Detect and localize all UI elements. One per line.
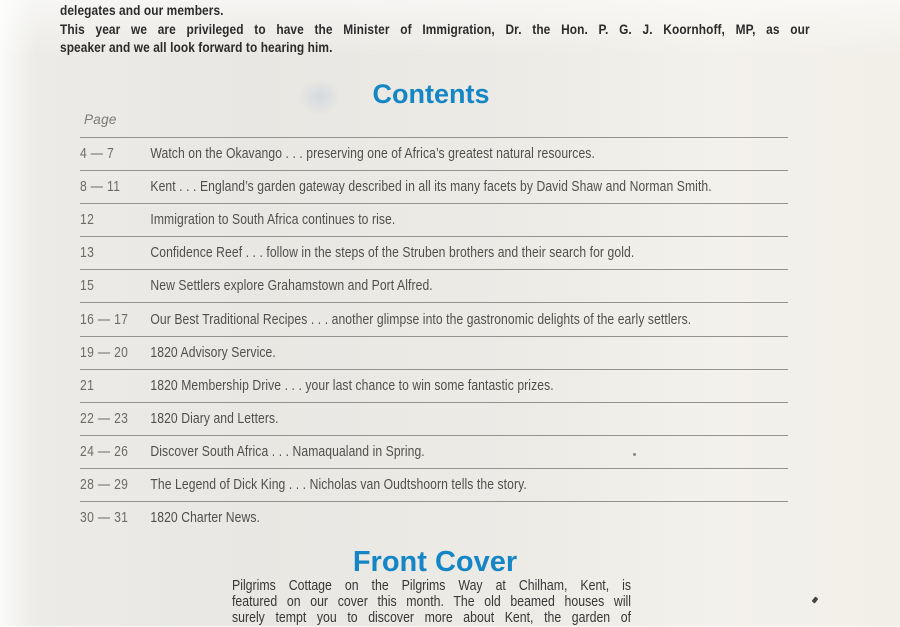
toc-entry-title: 1820 Membership Drive . . . your last chance to win some fantastic prizes. bbox=[150, 377, 554, 394]
toc-page-numbers: 4 — 7 bbox=[80, 146, 115, 163]
toc-entry-title: 1820 Diary and Letters. bbox=[150, 410, 279, 427]
intro-line: This year we are privileged to have the Minister of Immigration, Dr. the Hon. P. G. J. Koornhoff, MP, as our bbox=[60, 20, 810, 37]
toc-entry-title: Discover South Africa . . . Namaqualand in Spring. bbox=[150, 443, 425, 460]
toc-entry-title: Our Best Traditional Recipes . . . another glimpse into the gastronomic delights of the early settlers. bbox=[150, 311, 692, 328]
toc-row bbox=[80, 369, 788, 402]
intro-line: delegates and our members. bbox=[60, 2, 224, 18]
ink-speck bbox=[633, 453, 636, 456]
toc-page-numbers: 19 — 20 bbox=[80, 344, 129, 361]
front-cover-heading: Front Cover bbox=[352, 546, 518, 578]
toc-row bbox=[80, 402, 788, 435]
toc-page-numbers: 12 bbox=[80, 212, 95, 229]
toc-row bbox=[80, 269, 788, 302]
toc-entry-title: 1820 Charter News. bbox=[150, 510, 260, 527]
toc-entry-title: Immigration to South Africa continues to rise. bbox=[150, 212, 396, 229]
toc-entry-title: New Settlers explore Grahamstown and Port Alfred. bbox=[150, 278, 433, 295]
toc-row bbox=[80, 236, 788, 269]
scan-smudge bbox=[298, 78, 342, 116]
toc-page-numbers: 24 — 26 bbox=[80, 443, 129, 460]
toc-row bbox=[80, 435, 788, 468]
toc-page-numbers: 28 — 29 bbox=[80, 476, 129, 493]
toc-row bbox=[80, 137, 788, 170]
contents-table bbox=[80, 137, 788, 534]
toc-page-numbers: 30 — 31 bbox=[80, 510, 129, 527]
front-cover-paragraph bbox=[232, 578, 631, 627]
contents-heading: Contents bbox=[372, 79, 490, 109]
ink-speck bbox=[812, 596, 819, 603]
toc-page-numbers: 15 bbox=[80, 278, 95, 295]
cover-line: Pilgrims Cottage on the Pilgrims Way at Chilham, Kent, is bbox=[232, 578, 632, 594]
toc-row bbox=[80, 302, 788, 335]
intro-line: speaker and we all look forward to hearing him. bbox=[60, 39, 333, 55]
toc-page-numbers: 13 bbox=[80, 245, 95, 262]
cover-line: surely tempt you to discover more about Kent, the garden of bbox=[232, 610, 632, 627]
toc-page-numbers: 22 — 23 bbox=[80, 410, 129, 427]
toc-entry-title: Watch on the Okavango . . . preserving one of Africa’s greatest natural resources. bbox=[150, 146, 595, 163]
toc-row bbox=[80, 336, 788, 369]
toc-entry-title: 1820 Advisory Service. bbox=[150, 344, 276, 361]
cover-line: featured on our cover this month. The old beamed houses will bbox=[232, 594, 632, 611]
toc-entry-title: Kent . . . England’s garden gateway described in all its many facets by David Shaw and Norman Smith. bbox=[150, 179, 712, 196]
toc-page-numbers: 21 bbox=[80, 377, 95, 394]
toc-entry-title: Confidence Reef . . . follow in the steps of the Struben brothers and their search for gold. bbox=[150, 245, 635, 262]
intro-paragraph bbox=[60, 1, 810, 57]
toc-row bbox=[80, 468, 788, 501]
toc-page-numbers: 8 — 11 bbox=[80, 179, 121, 196]
toc-entry-title: The Legend of Dick King . . . Nicholas van Oudtshoorn tells the story. bbox=[150, 476, 527, 493]
toc-row bbox=[80, 501, 788, 534]
page-column-label: Page bbox=[84, 112, 117, 127]
toc-row bbox=[80, 203, 788, 236]
toc-page-numbers: 16 — 17 bbox=[80, 311, 129, 328]
toc-row bbox=[80, 170, 788, 203]
